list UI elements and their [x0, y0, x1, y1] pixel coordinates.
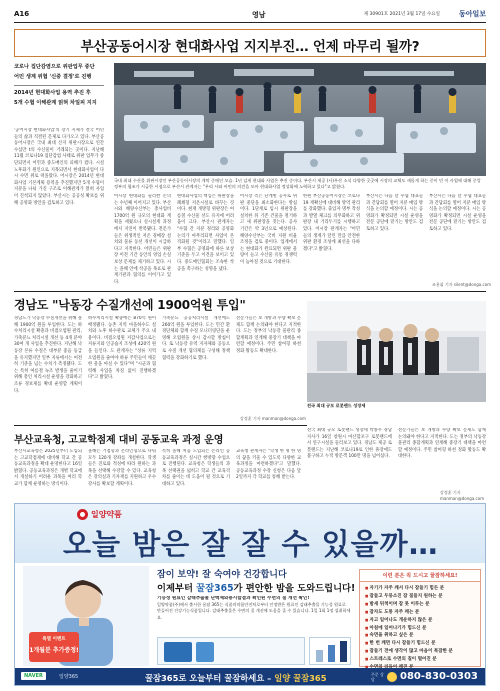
ad-phone-number[interactable]: 080-830-0303 [400, 671, 478, 682]
phone-icon [387, 672, 397, 682]
ad-cta-product: 일양 꿀잠365 [274, 673, 327, 683]
ad-target-item: ■ 잠들기 전에 생각이 많고 마음이 복잡한 분 [365, 648, 475, 656]
lead-body-col4: 어시장 측은 단계별 공사로 위판 중단을 최소화한다는 방침이다. 1단계로 임시 위판장을 설치한 뒤 기존 건물을 철거하고 새 위판장을 짓는다. 공사 기간은 약 3년으로 예상된다. 해양수산부는 국비 지원 비율 조정을 검토 중이다. 업계에서는 현대화가 완료되면 위판 물량이 늘고 수산물 유통 경쟁력이 높아질 것으로 기대한다. [240, 194, 297, 265]
ad-target-list [359, 569, 481, 667]
story2-headline: 경남도 "낙동강 수질개선에 1900억원 투입" [14, 298, 246, 312]
ad-target-item: ■ 스트레스로 수면의 질이 떨어진 분 [365, 656, 475, 664]
ad-brand-name: 일양약품 [91, 509, 122, 519]
ad-target-item: ■ 숙면을 취하고 싶은 분 [365, 632, 475, 640]
masthead-divider [14, 22, 486, 23]
ad-target-item: ■ 잠자도 도통 자주 깨는 분 [365, 609, 475, 617]
ad-tagline-2 [157, 580, 355, 594]
page-number: A16 [14, 10, 30, 18]
ad-call-to-action [145, 672, 326, 684]
subdeck-line: 2014년 현대화사업 용역 추진 후 [14, 90, 91, 96]
lead-subdeck [14, 63, 104, 108]
ad-target-item: ■ 한 번 깨면 다시 잠들기 힘드신 분 [365, 640, 475, 648]
sleep-supplement-ad[interactable] [14, 503, 486, 686]
story3-body-col3: 특히 올해 처음 도입되는 온라인 공동교육과정은 실시간 쌍방향 수업으로 진행된다. 교육청은 학생들의 과목 선택권을 넓히고 학교 간 교육격차를 줄이는 데 도움이 될 것으로 기대하고 있다. [162, 449, 230, 487]
ad-sleep-graph [309, 637, 351, 665]
story2-body-col5: 전국 최대 규모 로봇랜드 성장세 박종우 경남지사가 16일 창원시 마산합포구 로봇랜드에서 연구시설을 둘러보고 있다. 경남도 제공 로봇랜드는 지난해 코로나19로 인한 휴장에도 불구하고 누적 방문객 100만 명을 넘어섰다. [307, 428, 392, 460]
story3-body-col4: 교육청 관계자는 "학생 한 명 한 명의 꿈을 키울 수 있도록 다양한 교육과정을 마련하겠다"고 말했다. 공동교육과정 수강 신청은 다음 달 2일까지 각 학교를 통해 받는다. [236, 449, 301, 481]
ad-tagline-2-pre: 이제부터 [157, 583, 197, 594]
ad-target-item: ■ 자고 일어나도 개운하지 않은 분 [365, 617, 475, 625]
ad-body-heading: 기능성 원료인 감태추출물 단백체와용시합결과 확인된 수면의 질 개선 확인! [157, 596, 310, 601]
ad-event-offer: 1개월분 추가증정! [29, 647, 79, 654]
lead-headline-box [14, 29, 486, 57]
story2-body-col4: 전문가들은 보 개방과 수량 확보 문제도 함께 논의돼야 한다고 지적한다. 도는 정부의 낙동강 물관리 종합계획과 연계해 중장기 대책을 마련할 예정이다. 주민 참여형 하천 정화 활동도 확대한다. [236, 316, 301, 354]
issue-date: 제 30901호 2021년 3월 17일 수요일 [363, 12, 440, 17]
story2-body-col6: 전문가들은 보 개방과 수량 확보 문제도 함께 논의돼야 한다고 지적한다. 도는 정부의 낙동강 물관리 종합계획과 연계해 중장기 대책을 마련할 예정이다. 주민 참여형 하천 정화 활동도 확대한다. [398, 428, 486, 460]
story2-byline: 강정훈 기자 manman@donga.com [240, 416, 306, 421]
lead-byline: 조용휘 기자 silent@donga.com [432, 282, 492, 287]
ad-target-item: ■ 아침에 일어나기가 힘드신 분 [365, 625, 475, 633]
lead-body-col7: 부산시는 다음 달 수협 대표들과 간담회를 열어 지분 매입 방식을 논의할 예정이다. 시는 공영화가 확정되면 시설 운영을 전문 공단에 맡기는 방안도 검토하고 있다. [429, 194, 486, 232]
section-name: 영남 [252, 11, 266, 19]
ad-target-item: ■ 밤새 뒤척이며 잠 못 이루는 분 [365, 601, 475, 609]
story3-body-col2: 올해는 거점형과 온라인형으로 나눠 모두 120개 강좌를 개설한다. 학생들은 진로와 적성에 따라 원하는 과목을 선택해 수강할 수 있다. 교육청은 강의실과 기자재를 지원하고 우수 강사를 확보할 계획이다. [88, 449, 156, 487]
ad-slogan: 오늘 밤은 잘 잘 수 있을까… [63, 527, 439, 561]
lead-headline: 부산공동어시장 현대화사업 지지부진… 언제 마무리 될까? [80, 39, 420, 55]
subdeck-line: 5개 수협 이해관계 얽혀 차일피 지지 [14, 99, 97, 106]
ad-store-name: 일양365 [59, 674, 79, 680]
ad-tagline-1: 잠이 보약! 잘 숙여야 건강합니다 [157, 570, 287, 580]
section-divider [14, 291, 486, 292]
fish-market-caption: 국내 최대 수산물 위판시장인 부산공동어시장의 개막 중매인 모습. 1년 넘게 현대화 사업은 추진 중이다. 부산시 제공 (사)우산 소식 다양한 곳곳에 시장의 교체도 새롭게 하는 중이 민 이 사업에 대해 중앙 정부의 협조가 시급한 시점으로 부산시 관계자는 "우리 시와 어민의 의견을 모아 현대화사업 정상화에 노력하고 있다"고 밝혔다. [114, 178, 481, 189]
story3-body-col1: 부산시교육청은 2025년부터 도입되는 고교학점제에 대비해 학교 간 공동교육과정을 확대 운영한다고 16일 밝혔다. 공동교육과정은 개별 학교에서 개설하기 어려운 과목을 여러 학교가 함께 운영하는 방식이다. [14, 449, 82, 487]
ad-tagline-2-post: 가 편안한 밤을 도와드립니다! [233, 583, 356, 594]
brand-mark-icon [77, 509, 88, 520]
story2-body-col2: 하수처리시설 확충에는 870억 원이 배정됐다. 농촌 지역 마을하수도 설치와 노후 하수관로 교체가 주요 내용이다. 비점오염원 저감사업으로는 저류지와 인공습지 조성에 420억 원을 들인다. 도 관계자는 "상류 지역 오염원을 줄여야 하류 주민들이 깨끗한 물을 마실 수 있다"며 "시군과 협력해 사업을 차질 없이 진행하겠다"고 밝혔다. [88, 316, 156, 381]
product-box-icon [164, 642, 192, 662]
ad-target-item: ■ 잠들고 두뭉소진 잠 질들지 원하는 분 [365, 593, 475, 601]
ad-product-name: 꿀잠365 [196, 583, 234, 594]
lead-body-col3: 현대화사업의 핵심은 위판장을 폐쇄형 저온시설로 바꾸는 것이다. 현재 개방형 위판장은 여름철 수산물 선도 유지에 어려움이 크다. 부산시 관계자는 "수협 간 지분 정리와 공영화 논의가 마무리되면 사업이 본격화될 것"이라고 말했다. 일부 수협은 공영화에 따른 보상 기준을 두고 이견을 보이고 있다. 중도매인협회는 조속한 착공을 촉구하는 성명을 냈다. [177, 194, 234, 272]
ad-body-copy: 일양약품(주)에서 출시한 꿀잠 365는 식품의약품안전처로부터 인정받은 원료인 감태추출물 기능성 원료로 만들어진 건강기능식품입니다. 감태추출물은 수면의 질 개선에 도움을 줄 수 있습니다. 1일 1회 1정 섭취하세요. [157, 602, 351, 620]
ad-event-label: 특별 이벤트 [42, 637, 66, 642]
ad-target-list-title: 이런 분은 꼭 드시고 꿀잠하세요! [360, 570, 480, 582]
lead-body-col2: 어시장 현대화를 둘러싼 논의는 수년째 이어지고 있다. 부산시와 해양수산부는 총사업비 1700억 원 규모의 현대화 계획을 세웠으나 실시설계 과정에서 지연이 반복됐다. 전문가들은 위생적인 저온 경매장 설치와 물류 동선 개선이 시급하다고 지적한다. 어민들은 위판장 이전 기간 동안의 영업 손실 보상 문제를 제기하고 있다. 시는 올해 안에 착공을 목표로 관계기관과 협의를 이어가고 있다. [114, 194, 171, 285]
story2-byline-2: 강정훈 기자 manman@donga.com [440, 490, 485, 501]
ad-event-badge[interactable] [29, 632, 79, 662]
subdeck-line: 어민 생계 위협 '신중 결정'로 진행 [14, 73, 92, 80]
ad-brand-logo [77, 508, 122, 520]
subdeck-line: 코로나 집단감염으로 위판업무 중단 [14, 64, 95, 70]
lead-body-col6: 부산시는 다음 달 수협 대표들과 간담회를 열어 지분 매입 방식을 논의할 예정이다. 시는 공영화가 확정되면 시설 운영을 전문 공단에 맡기는 방안도 검토하고 있다. [366, 194, 423, 232]
story3-headline: 부산교육청, 고교학점제 대비 공동교육 과정 운영 [14, 435, 224, 446]
masthead [14, 8, 486, 22]
lead-body-col5: 한편 부산공동어시장은 코로나19 재확산에 대비해 방역 관리를 강화했다. 출입자 명부 작성과 발열 체크를 의무화하고 위판장 내 거리두기를 시행하고 있다. 어시장 관계자는 "어민들의 생계가 달린 만큼 안전한 위판 환경 조성에 최선을 다하겠다"고 밝혔다. [303, 194, 360, 252]
subdeck-divider [14, 85, 104, 86]
ad-product-image [157, 637, 305, 665]
ad-body-text [157, 596, 351, 634]
ad-order-label: 주문 상담 [371, 672, 384, 682]
robotland-photo [307, 301, 486, 402]
lead-body-col1: '공어시장 현대화사업'의 장기 지체가 결국 어민들의 삶과 직결된 문제로 다가오고 있다. 부산공동어시장은 국내 최대 산지 위판시장으로 연간 수십만 t의 수산물이 거래되는 곳이다. 지난해 11월 코로나19 집단감염 사태로 위판 업무가 중단되면서 어민과 중도매인의 피해가 컸다. 시설 노후화가 원인으로 지목되면서 현대화사업이 다시 수면 위로 떠올랐다. 어시장은 2014년 현대화사업 기본계획 용역을 추진했지만 5개 수협이 지분을 나눠 가진 구조로 이해관계가 얽혀 사업이 진척되지 않았다. 부산시는 공공성 확보를 위해 공영화 방안을 검토하고 있다. [14, 128, 104, 206]
ad-footer-bar [15, 668, 486, 686]
newspaper-name: 동아일보 [458, 10, 486, 18]
robotland-caption-title: 전국 최대 규모 로봇랜드 성장세 [307, 403, 366, 408]
subsection-divider [14, 425, 307, 426]
story2-body-col1: 경남도가 낙동강 수질개선을 위해 올해 1900억 원을 투입한다. 도는 하수처리시설 확충과 비점오염원 관리, 가축분뇨 처리시설 개선 등 4개 분야 30여 개 사업을 추진한다. 지난해 낙동강 본류 수질은 대부분 좋음 등급을 유지했지만 일부 지류에서는 여전히 기준을 넘는 수치가 측정됐다. 도는 특히 여름철 녹조 발생을 줄이기 위해 총인 처리시설 운영을 강화하고 조류 경보제를 확대 운영할 계획이다. [14, 316, 82, 394]
ad-target-item: ■ 자기가 자주 깨서 다시 잠들기 힘든 분 [365, 585, 475, 593]
product-bottle-icon [196, 642, 214, 662]
story2-body-col3: 가축분뇨 공공처리시설 개선에도 260억 원을 투입한다. 도는 민간 환경단체와 함께 수질 모니터링단을 운영해 오염원을 상시 감시할 방침이다. 또 낙동강 유역 지자체와 공동으로 수질 개선 협의체를 구성해 정책 협력을 강화하기로 했다. [162, 316, 230, 361]
naver-store-logo[interactable]: NAVER [21, 672, 46, 680]
ad-cta-text: 꿀잠365로 오늘부터 꿀잠하세요 – [145, 673, 275, 683]
fish-market-photo [114, 63, 486, 176]
robotland-caption [307, 403, 486, 424]
